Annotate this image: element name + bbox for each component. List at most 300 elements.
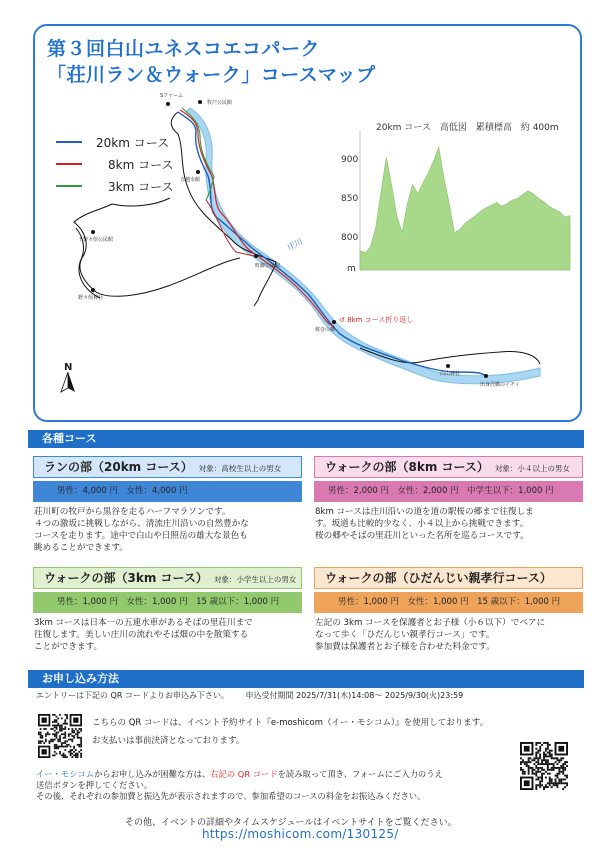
qr-module xyxy=(551,755,553,757)
qr-module xyxy=(66,716,68,718)
qr-module xyxy=(526,763,528,765)
qr-module xyxy=(549,773,551,775)
qr-module xyxy=(533,759,535,761)
qr-module xyxy=(57,723,59,725)
moshicom-qr-code[interactable] xyxy=(38,714,82,758)
qr-module xyxy=(57,732,59,734)
qr-module xyxy=(537,777,539,779)
course-20km-price: 男性：4,000 円 女性：4,000 円 xyxy=(33,481,302,502)
qr-module xyxy=(43,742,45,744)
qr-module xyxy=(549,754,551,756)
qr-finder xyxy=(558,746,564,752)
qr-module xyxy=(80,744,82,746)
qr-module xyxy=(38,733,40,735)
qr-module xyxy=(545,777,547,779)
qr-module xyxy=(52,728,54,730)
qr-module xyxy=(522,759,524,761)
qr-module xyxy=(543,769,545,771)
qr-module xyxy=(528,773,530,775)
qr-module xyxy=(553,767,555,769)
qr-module xyxy=(64,732,66,734)
river-label: 庄川 xyxy=(285,237,305,252)
qr-module xyxy=(528,767,530,769)
qr-module xyxy=(77,737,79,739)
qr-module xyxy=(541,780,543,782)
y-tick-label: 850 xyxy=(341,194,359,204)
legend-3km-label: 3km コース xyxy=(108,179,174,194)
qr-module xyxy=(528,765,530,767)
qr-module xyxy=(520,763,522,765)
qr-module xyxy=(77,756,79,758)
note-line-3: その後、それぞれの参加費と振込先が表示されますので、参加希望のコースの料金をお振込みください。 xyxy=(36,791,426,801)
qr-module xyxy=(38,732,40,734)
course-oyakoko-desc: 左記の 3km コースを保護者とお子様（小６以下）でペアに なって歩く「ひだんじい親孝行コース」です。 参加費は保護者とお子様を合わせた料金です。 xyxy=(315,618,546,652)
qr-module xyxy=(54,739,56,741)
qr-module xyxy=(551,757,553,759)
qr-module xyxy=(64,733,66,735)
event-site-url[interactable]: https://moshicom.com/130125/ xyxy=(202,827,399,841)
qr-module xyxy=(530,761,532,763)
qr-module xyxy=(551,754,553,756)
qr-module xyxy=(56,747,58,749)
qr-module xyxy=(43,728,45,730)
qr-module xyxy=(68,751,70,753)
chart-title: 20km コース 高低図 累積標高 約 400m xyxy=(376,123,559,133)
y-tick-label: 900 xyxy=(341,155,359,166)
qr-module xyxy=(537,742,539,744)
qr-module xyxy=(532,773,534,775)
qr-module xyxy=(52,725,54,727)
qr-module xyxy=(64,714,66,716)
qr-module xyxy=(59,728,61,730)
qr-module xyxy=(42,740,44,742)
qr-module xyxy=(551,780,553,782)
qr-module xyxy=(553,782,555,784)
qr-module xyxy=(539,755,541,757)
qr-module xyxy=(56,746,58,748)
qr-module xyxy=(545,784,547,786)
course-oyakoko-price: 男性：1,000 円 女性：1,000 円 15 歳以下：1,000 円 xyxy=(314,592,583,613)
qr-module xyxy=(70,754,72,756)
qr-module xyxy=(61,733,63,735)
qr-module xyxy=(68,735,70,737)
qr-finder xyxy=(42,749,47,754)
course-20km-header xyxy=(33,456,302,478)
qr-module xyxy=(75,749,77,751)
course-3km-header xyxy=(33,567,302,589)
qr-module xyxy=(549,750,551,752)
qr-module xyxy=(54,726,56,728)
qr-description: こちらの QR コードは、イベント予約サイト『e-moshicom（イー・モシコム）』を使用しております。 xyxy=(92,718,489,728)
marker-nonomata xyxy=(91,288,95,292)
qr-module xyxy=(560,757,562,759)
qr-module xyxy=(77,735,79,737)
qr-module xyxy=(556,773,558,775)
qr-module xyxy=(54,719,56,721)
qr-module xyxy=(56,721,58,723)
footer-text: その他、イベントの詳細やタイムスケジュールはイベントサイトをご覧ください。 xyxy=(125,818,457,828)
qr-module xyxy=(541,775,543,777)
qr-module xyxy=(535,788,537,790)
qr-module xyxy=(539,777,541,779)
qr-module xyxy=(532,759,534,761)
qr-module xyxy=(562,769,564,771)
qr-module xyxy=(64,721,66,723)
marker-zakura xyxy=(332,320,336,324)
qr-module xyxy=(52,740,54,742)
qr-module xyxy=(553,763,555,765)
qr-module xyxy=(530,767,532,769)
qr-module xyxy=(553,765,555,767)
qr-module xyxy=(555,784,557,786)
qr-module xyxy=(56,753,58,755)
qr-module xyxy=(68,744,70,746)
qr-module xyxy=(66,718,68,720)
qr-module xyxy=(524,771,526,773)
qr-module xyxy=(528,769,530,771)
qr-module xyxy=(520,767,522,769)
note-qr-ref: 右記の QR コード xyxy=(210,769,278,779)
y-axis-unit: m xyxy=(347,264,356,274)
qr-module xyxy=(59,751,61,753)
qr-module xyxy=(64,749,66,751)
qr-module xyxy=(56,732,58,734)
qr-module xyxy=(66,714,68,716)
qr-module xyxy=(545,771,547,773)
qr-module xyxy=(537,767,539,769)
qr-module xyxy=(49,742,51,744)
qr-module xyxy=(64,735,66,737)
qr-module xyxy=(56,737,58,739)
qr-module xyxy=(71,730,73,732)
qr-module xyxy=(59,739,61,741)
qr-module xyxy=(42,735,44,737)
qr-module xyxy=(42,737,44,739)
qr-module xyxy=(547,761,549,763)
qr-module xyxy=(543,752,545,754)
course-8km-header xyxy=(314,456,583,478)
qr-module xyxy=(78,744,80,746)
qr-module xyxy=(547,763,549,765)
qr-module xyxy=(528,761,530,763)
qr-module xyxy=(535,755,537,757)
qr-module xyxy=(64,726,66,728)
qr-module xyxy=(56,733,58,735)
qr-module xyxy=(556,777,558,779)
qr-module xyxy=(59,730,61,732)
qr-module xyxy=(545,750,547,752)
qr-module xyxy=(520,769,522,771)
title-line-1: 第３回白山ユネスコエコパーク xyxy=(47,38,321,60)
qr-module xyxy=(45,739,47,741)
qr-module xyxy=(535,752,537,754)
course-20km-desc: 荘川町の牧戸から黒谷を走るハーフマラソンです。 ４つの激坂に挑戦しながら、清流庄川沿いの自然豊かな コースを走ります。途中で白山や日照岳の雄大な景色も 眺めることができます。 xyxy=(34,507,249,553)
qr-module xyxy=(61,730,63,732)
qr-module xyxy=(66,723,68,725)
qr-module xyxy=(535,767,537,769)
qr-module xyxy=(547,748,549,750)
qr-module xyxy=(56,735,58,737)
qr-module xyxy=(535,761,537,763)
qr-module xyxy=(56,728,58,730)
qr-module xyxy=(64,740,66,742)
qr-module xyxy=(545,748,547,750)
place-makido: 牧戸公民館 xyxy=(207,100,233,106)
qr-module xyxy=(77,744,79,746)
qr-finder xyxy=(73,718,78,723)
qr-module xyxy=(56,726,58,728)
entry-period: 申込受付期間 2025/7/31(木)14:08～ 2025/9/30(火)23:59 xyxy=(245,691,464,700)
qr-module xyxy=(558,782,560,784)
qr-module xyxy=(549,755,551,757)
qr-module xyxy=(545,742,547,744)
qr-module xyxy=(549,763,551,765)
qr-module xyxy=(556,763,558,765)
qr-module xyxy=(543,755,545,757)
qr-module xyxy=(549,782,551,784)
qr-module xyxy=(541,773,543,775)
qr-module xyxy=(533,769,535,771)
qr-module xyxy=(70,749,72,751)
qr-module xyxy=(549,769,551,771)
qr-module xyxy=(528,759,530,761)
qr-module xyxy=(66,744,68,746)
qr-module xyxy=(566,775,568,777)
qr-module xyxy=(61,728,63,730)
qr-module xyxy=(562,757,564,759)
qr-module xyxy=(63,754,65,756)
qr-module xyxy=(71,756,73,758)
place-hakusan: 白山神社 xyxy=(440,371,461,377)
qr-module xyxy=(75,753,77,755)
qr-module xyxy=(47,733,49,735)
qr-module xyxy=(40,732,42,734)
place-shimomaki: 下野々俣公民館 xyxy=(78,237,114,243)
qr-module xyxy=(532,767,534,769)
qr-module xyxy=(539,767,541,769)
qr-module xyxy=(38,742,40,744)
qr-module xyxy=(56,744,58,746)
qr-module xyxy=(52,754,54,756)
place-nonomata: 野々俣神社 xyxy=(78,295,104,301)
qr-module xyxy=(522,773,524,775)
qr-module xyxy=(532,769,534,771)
qr-module xyxy=(40,742,42,744)
qr-module xyxy=(38,740,40,742)
alternative-note xyxy=(36,769,443,802)
qr-module xyxy=(547,746,549,748)
entry-instructions xyxy=(36,690,463,701)
courses-section-header: 各種コース xyxy=(28,430,584,448)
qr-module xyxy=(558,759,560,761)
qr-module xyxy=(556,757,558,759)
qr-module xyxy=(59,746,61,748)
qr-module xyxy=(80,742,82,744)
course-oyakoko-name: ウォークの部（ひだんじい親孝行コース） xyxy=(325,571,552,585)
qr-module xyxy=(555,775,557,777)
qr-module xyxy=(78,732,80,734)
qr-module xyxy=(50,739,52,741)
qr-module xyxy=(562,782,564,784)
qr-module xyxy=(56,716,58,718)
qr-module xyxy=(545,786,547,788)
apply-section-header: お申し込み方法 xyxy=(28,670,584,688)
qr-module xyxy=(530,757,532,759)
form-qr-code[interactable] xyxy=(520,742,568,790)
course-oyakoko-header xyxy=(314,567,583,589)
course-8km-name: ウォークの部（8km コース） xyxy=(325,460,489,474)
qr-module xyxy=(551,778,553,780)
qr-module xyxy=(539,746,541,748)
qr-module xyxy=(560,778,562,780)
qr-module xyxy=(566,777,568,779)
qr-module xyxy=(40,740,42,742)
qr-module xyxy=(54,746,56,748)
qr-module xyxy=(535,757,537,759)
qr-module xyxy=(547,782,549,784)
qr-module xyxy=(558,771,560,773)
course-20km-target: 対象：高校生以上の男女 xyxy=(198,464,282,473)
qr-module xyxy=(562,763,564,765)
qr-module xyxy=(40,728,42,730)
qr-module xyxy=(64,756,66,758)
qr-module xyxy=(63,723,65,725)
qr-module xyxy=(535,771,537,773)
qr-module xyxy=(564,769,566,771)
place-tanabashi: 出身沢橋のイチイ xyxy=(480,382,520,388)
qr-module xyxy=(556,767,558,769)
qr-module xyxy=(566,782,568,784)
qr-module xyxy=(532,771,534,773)
qr-module xyxy=(61,726,63,728)
qr-module xyxy=(547,744,549,746)
qr-module xyxy=(551,750,553,752)
qr-module xyxy=(541,777,543,779)
qr-module xyxy=(56,725,58,727)
qr-module xyxy=(547,755,549,757)
qr-module xyxy=(64,737,66,739)
qr-module xyxy=(564,775,566,777)
qr-module xyxy=(52,721,54,723)
qr-module xyxy=(560,767,562,769)
qr-module xyxy=(555,780,557,782)
qr-module xyxy=(551,763,553,765)
qr-module xyxy=(49,733,51,735)
qr-module xyxy=(64,754,66,756)
qr-module xyxy=(61,725,63,727)
qr-module xyxy=(57,725,59,727)
qr-module xyxy=(556,775,558,777)
qr-module xyxy=(68,739,70,741)
marker-shimomaki xyxy=(91,230,95,234)
qr-module xyxy=(545,754,547,756)
qr-module xyxy=(57,718,59,720)
qr-module xyxy=(68,728,70,730)
qr-module xyxy=(54,751,56,753)
qr-module xyxy=(543,757,545,759)
course-8km-target: 対象：小４以上の男女 xyxy=(494,464,570,473)
north-arrow xyxy=(61,372,75,392)
qr-module xyxy=(54,721,56,723)
qr-module xyxy=(54,733,56,735)
qr-module xyxy=(59,714,61,716)
elevation-chart xyxy=(338,130,578,280)
qr-module xyxy=(70,746,72,748)
note-text-b: を読み取って頂き、フォームにご入力のうえ xyxy=(277,769,443,779)
qr-module xyxy=(45,740,47,742)
qr-module xyxy=(547,773,549,775)
legend-20km-label: 20km コース xyxy=(96,135,170,150)
qr-module xyxy=(537,769,539,771)
qr-module xyxy=(54,730,56,732)
qr-module xyxy=(537,752,539,754)
qr-module xyxy=(537,778,539,780)
qr-module xyxy=(59,737,61,739)
qr-module xyxy=(56,719,58,721)
qr-module xyxy=(535,786,537,788)
qr-module xyxy=(541,761,543,763)
turnaround-text: 8km コース折り返し xyxy=(347,316,414,324)
qr-module xyxy=(537,784,539,786)
qr-module xyxy=(70,733,72,735)
course-3km-target: 対象：小学生以上の男女 xyxy=(213,575,297,584)
qr-module xyxy=(535,775,537,777)
qr-module xyxy=(539,742,541,744)
qr-module xyxy=(63,753,65,755)
qr-module xyxy=(50,728,52,730)
qr-module xyxy=(73,732,75,734)
qr-module xyxy=(73,746,75,748)
qr-module xyxy=(75,756,77,758)
qr-module xyxy=(80,730,82,732)
qr-module xyxy=(549,784,551,786)
qr-module xyxy=(564,786,566,788)
qr-module xyxy=(541,769,543,771)
qr-module xyxy=(61,754,63,756)
qr-module xyxy=(553,757,555,759)
note-text-a: からお申し込みが困難な方は、 xyxy=(94,769,211,779)
qr-module xyxy=(52,733,54,735)
qr-module xyxy=(539,750,541,752)
entry-text: エントリーは下記の QR コードよりお申込み下さい。 xyxy=(36,691,229,700)
qr-module xyxy=(71,753,73,755)
qr-module xyxy=(566,765,568,767)
qr-module xyxy=(535,765,537,767)
qr-module xyxy=(535,742,537,744)
qr-module xyxy=(535,748,537,750)
qr-module xyxy=(64,746,66,748)
course-3km-desc: 3km コースは日本一の五連水車があるそばの里荘川まで 往復します。美しい庄川の流れやそば畑の中を散策する ことができます。 xyxy=(34,618,253,652)
qr-module xyxy=(555,757,557,759)
qr-module xyxy=(558,778,560,780)
qr-module xyxy=(537,757,539,759)
qr-module xyxy=(52,714,54,716)
qr-module xyxy=(560,771,562,773)
qr-module xyxy=(535,784,537,786)
qr-module xyxy=(73,735,75,737)
qr-module xyxy=(80,740,82,742)
qr-module xyxy=(57,740,59,742)
qr-module xyxy=(59,735,61,737)
qr-module xyxy=(551,786,553,788)
qr-module xyxy=(75,733,77,735)
qr-module xyxy=(547,769,549,771)
qr-module xyxy=(564,763,566,765)
qr-module xyxy=(54,754,56,756)
qr-module xyxy=(57,746,59,748)
qr-module xyxy=(549,744,551,746)
qr-module xyxy=(522,771,524,773)
